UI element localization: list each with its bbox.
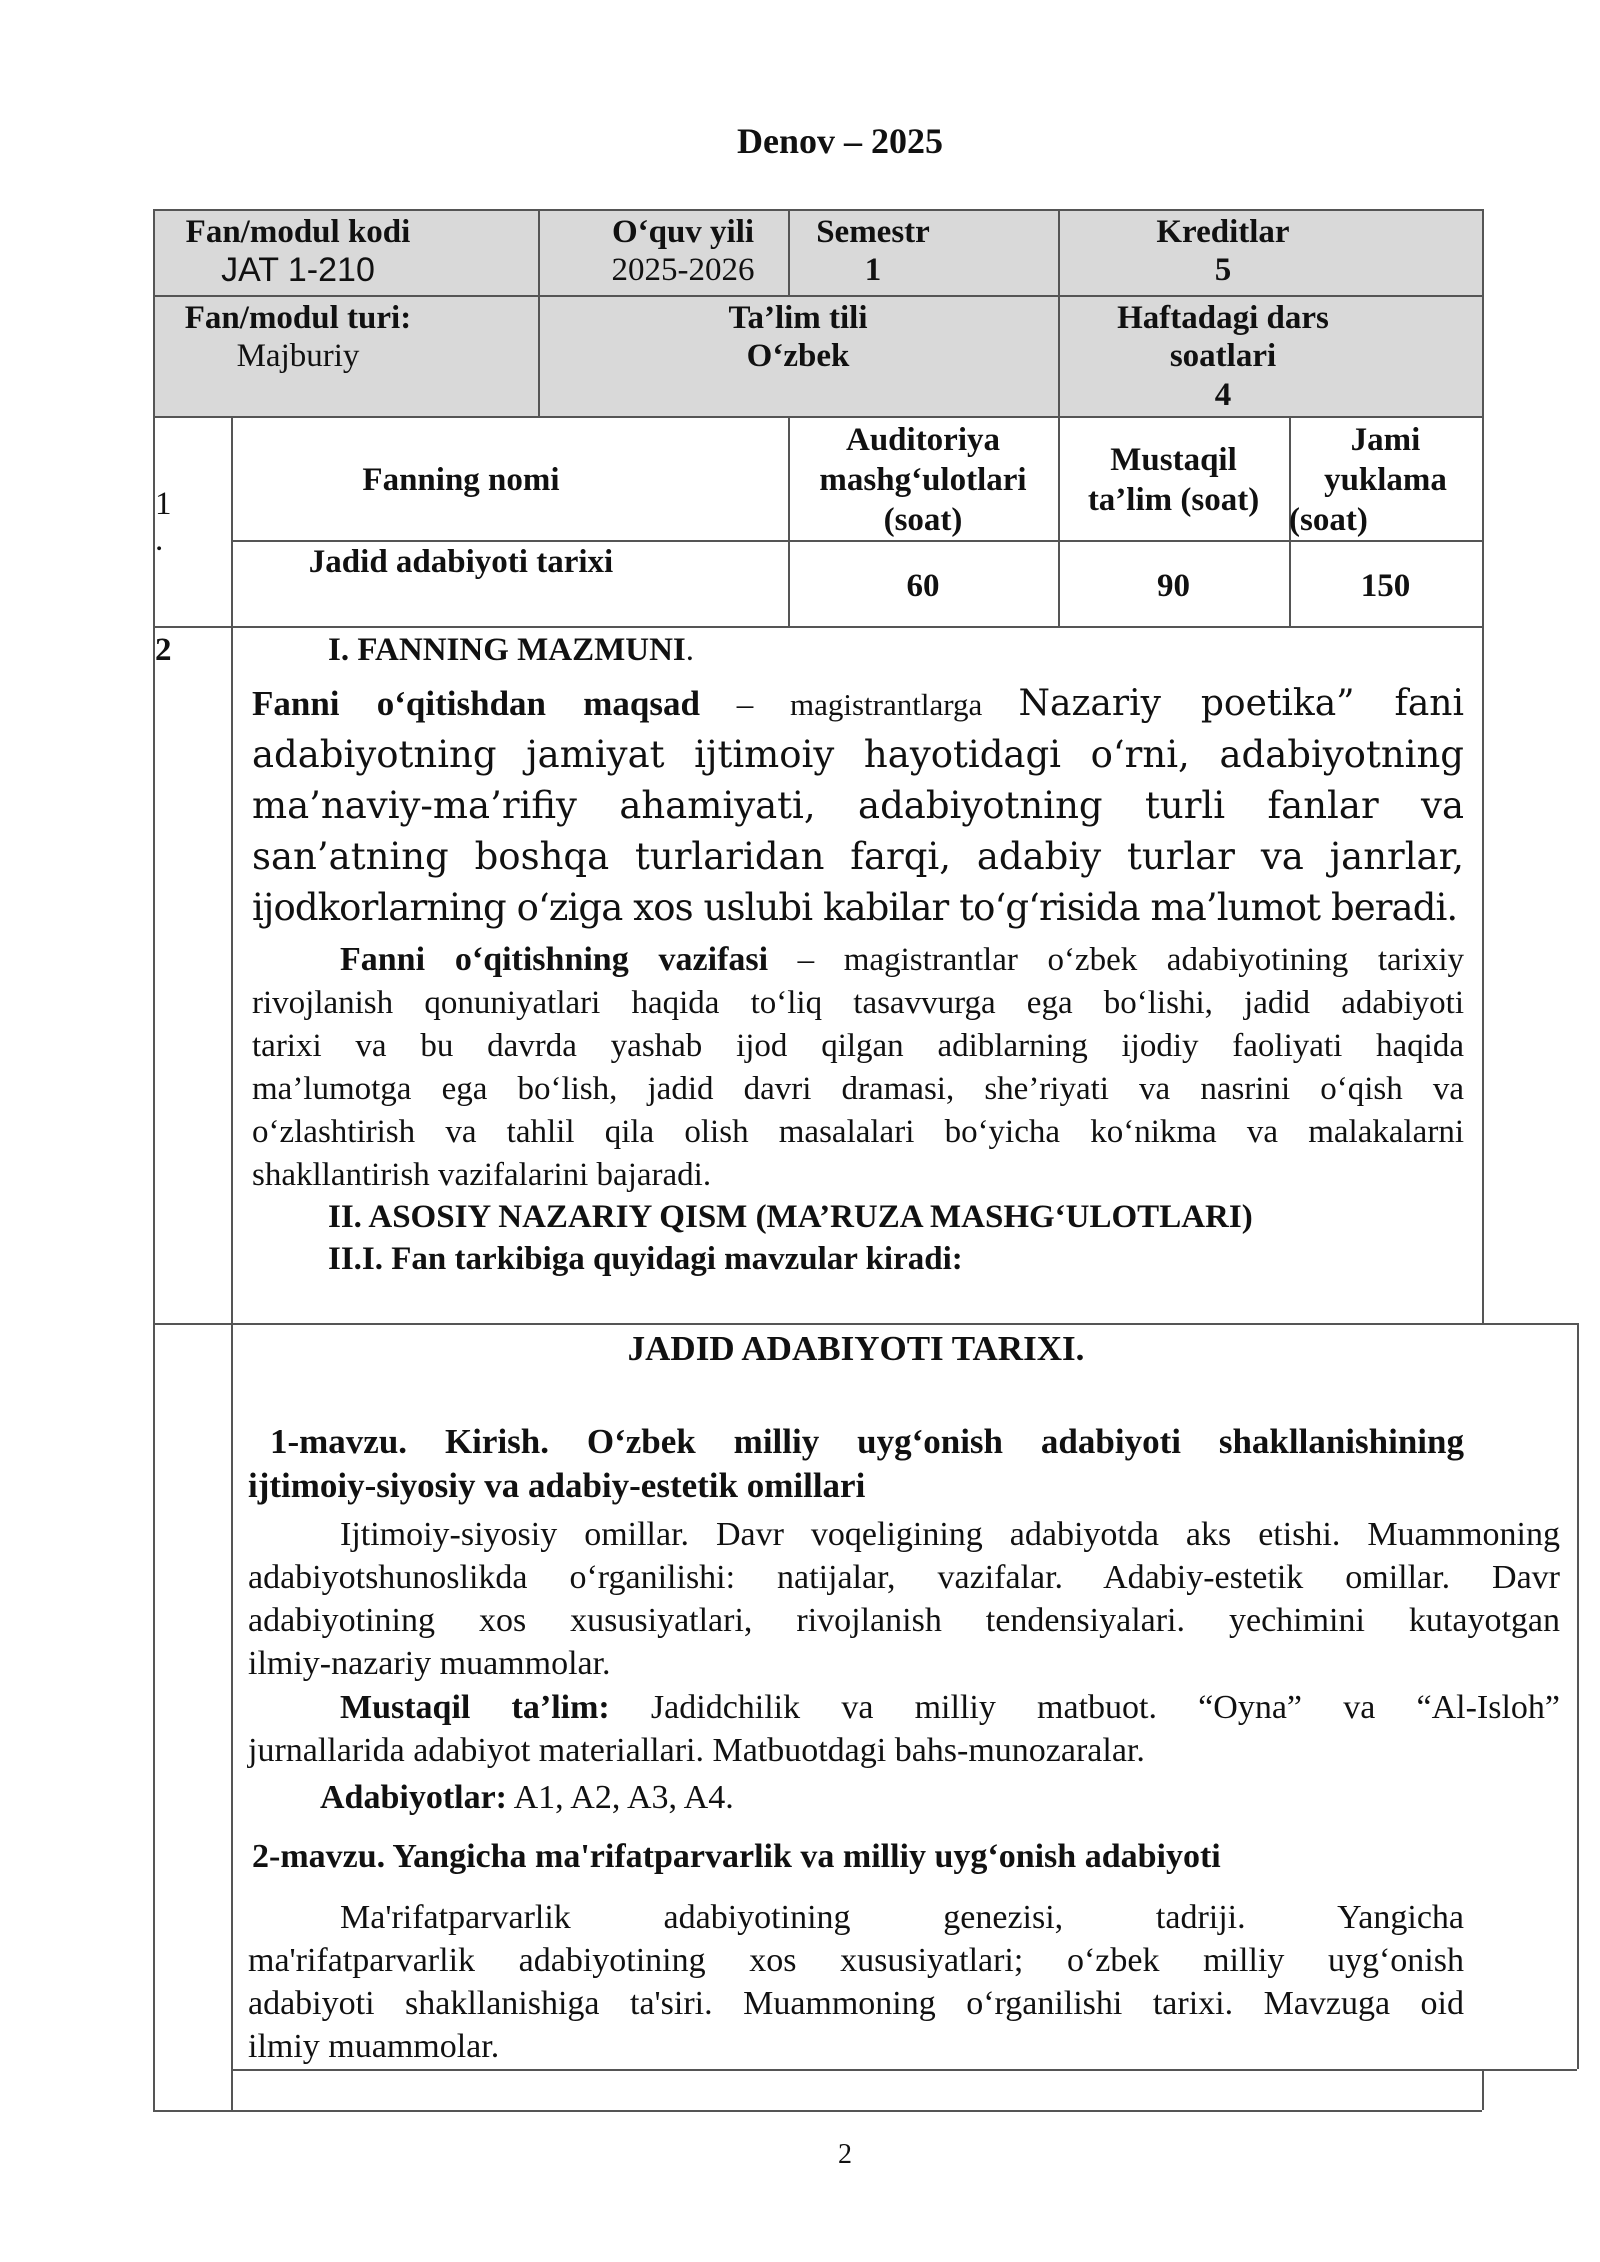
section1-title-text: I. FANNING MAZMUNI: [328, 632, 686, 668]
aud-header-1: Auditoriya: [845, 422, 1000, 458]
page-number: 2: [838, 2139, 852, 2170]
section1-title: [328, 632, 694, 669]
code-label: Fan/modul kodi: [185, 214, 411, 250]
aud-value: 60: [906, 568, 940, 604]
subject-name: Jadid adabiyoti tarixi: [308, 544, 614, 580]
task-paragraph: [252, 938, 1464, 1197]
row1-number: 1: [155, 486, 172, 522]
year-value: 2025-2026: [611, 252, 755, 289]
self-study-line1: jurnallarida adabiyot materiallari. Matbuotdagi bahs-munozaralar.: [248, 1732, 1145, 1769]
goal-paragraph: [252, 678, 1464, 933]
topic2-body-line1: ma'rifatparvarlik adabiyotining xos xususiyatlari; o‘zbek milliy uyg‘onish: [248, 1942, 1464, 1979]
self-header-2: ta’lim (soat): [1087, 482, 1260, 518]
section1-title-dot: .: [685, 632, 695, 668]
code-cell: [153, 214, 443, 290]
topic1-body-line1: adabiyotshunoslikda o‘rganilishi: natijalar, vazifalar. Adabiy-estetik omillar. Davr: [248, 1559, 1560, 1596]
goal-label: Fanni o‘qitishdan maqsad: [252, 684, 700, 723]
weekly-value: 4: [1214, 376, 1232, 413]
self-header-1: Mustaqil: [1110, 442, 1237, 478]
weekly-cell: [1058, 300, 1388, 413]
topic1-body: [248, 1513, 1560, 1685]
topic1-title-line1: 1-mavzu. Kirish. O‘zbek milliy uyg‘onish adabiyoti shakllanishining: [270, 1422, 1464, 1461]
topic1-title-line2: ijtimoiy-siyosiy va adabiy-estetik omillari: [248, 1466, 866, 1505]
topic1-literature: [320, 1776, 734, 1819]
goal-small: magistrantlarga: [789, 687, 1019, 722]
literature-value: A1, A2, A3, A4.: [507, 1779, 734, 1816]
section2-subtitle: II.I. Fan tarkibiga quyidagi mavzular kiradi:: [328, 1241, 963, 1277]
goal-line-2: ma’naviy-ma’rifiy ahamiyati, adabiyotning turli fanlar va: [252, 784, 1464, 827]
task-line-5: shakllantirish vazifalarini bajaradi.: [252, 1157, 712, 1193]
goal-line-3: san’atning boshqa turlaridan farqi, adabiy turlar va janrlar,: [252, 835, 1464, 878]
self-study-first: Jadidchilik va milliy matbuot. “Oyna” va “Al-Isloh”: [609, 1689, 1560, 1726]
self-value: 90: [1157, 568, 1190, 604]
topic2-body-line0: Ma'rifatparvarlik adabiyotining genezisi, tadriji. Yangicha: [340, 1899, 1464, 1936]
semester-cell: [788, 214, 958, 289]
lang-cell: [538, 300, 1058, 375]
goal-dash: –: [699, 687, 790, 723]
type-cell: [153, 300, 443, 375]
lang-label: Ta’lim tili: [728, 300, 868, 336]
topic1-self-study: [248, 1686, 1560, 1772]
box-title: JADID ADABIYOTI TARIXI.: [627, 1329, 1085, 1368]
task-line-4: o‘zlashtirish va tahlil qila olish masalalari bo‘yicha ko‘nikma va malakalarni: [252, 1114, 1464, 1150]
lang-value: O‘zbek: [746, 338, 850, 375]
weekly-label-2: soatlari: [1169, 338, 1277, 375]
total-header-1: Jami: [1350, 422, 1421, 458]
literature-label: Adabiyotlar:: [320, 1779, 507, 1816]
topic2-body-line2: adabiyoti shakllanishiga ta'siri. Muammoning o‘rganilishi tarixi. Mavzuga oid: [248, 1985, 1464, 2022]
semester-value: 1: [864, 252, 882, 289]
topic2-title: 2-mavzu. Yangicha ma'rifatparvarlik va milliy uyg‘onish adabiyoti: [252, 1838, 1221, 1875]
total-value: 150: [1360, 568, 1411, 604]
topic2-body-line3: ilmiy muammolar.: [248, 2028, 500, 2065]
year-cell: [538, 214, 828, 289]
total-header-3: (soat): [1289, 502, 1368, 538]
credits-value: 5: [1214, 252, 1232, 289]
task-label: Fanni o‘qitishning vazifasi: [340, 941, 769, 978]
aud-header-3: (soat): [883, 502, 963, 538]
total-header: [1289, 420, 1482, 540]
goal-line-4: ijodkorlarning o‘ziga xos uslubi kabilar to‘g‘risida ma’lumot beradi.: [252, 886, 1458, 929]
semester-label: Semestr: [816, 214, 930, 250]
task-line-0: [252, 938, 1464, 982]
topic1-body-line2: adabiyotining xos xususiyatlari, rivojlanish tendensiyalari. yechimini kutayotgan: [248, 1602, 1560, 1639]
row2-number: 2: [155, 632, 172, 668]
credits-label: Kreditlar: [1156, 214, 1290, 250]
goal-line-1: adabiyotning jamiyat ijtimoiy hayotidagi o‘rni, adabiyotning: [252, 733, 1464, 776]
code-value: JAT 1-210: [221, 251, 375, 290]
self-header: [1058, 440, 1289, 520]
topic1-body-line0: Ijtimoiy-siyosiy omillar. Davr voqeligining adabiyotda aks etishi. Muammoning: [340, 1516, 1560, 1553]
section2-title: II. ASOSIY NAZARIY QISM (MA’RUZA MASHG‘ULOTLARI): [328, 1199, 1253, 1235]
goal-line-0-text: Nazariy poetika” fani: [1018, 683, 1464, 724]
task-line-3: ma’lumotga ega bo‘lish, jadid davri dramasi, she’riyati va nasrini o‘qish va: [252, 1071, 1464, 1107]
goal-line-0: [252, 678, 1464, 729]
row1-dot: .: [155, 522, 164, 558]
total-header-2: yuklama: [1324, 462, 1447, 498]
aud-header: [788, 420, 1058, 540]
credits-cell: [1058, 214, 1388, 289]
year-label: O‘quv yili: [611, 214, 755, 250]
topic1-body-line3: ilmiy-nazariy muammolar.: [248, 1645, 611, 1682]
task-first: – magistrantlar o‘zbek adabiyotining tarixiy: [768, 942, 1465, 978]
type-label: Fan/modul turi:: [184, 300, 412, 336]
self-study-label: Mustaqil ta’lim:: [340, 1689, 610, 1726]
subject-header: Fanning nomi: [362, 462, 560, 498]
type-value: Majburiy: [236, 338, 360, 375]
self-study-line0: [248, 1686, 1560, 1729]
page-title: Denov – 2025: [737, 121, 943, 161]
weekly-label-1: Haftadagi dars: [1117, 300, 1329, 336]
task-line-1: rivojlanish qonuniyatlari haqida to‘liq tasavvurga ega bo‘lishi, jadid adabiyoti: [252, 985, 1464, 1021]
aud-header-2: mashg‘ulotlari: [819, 462, 1027, 498]
topic2-body: [248, 1896, 1464, 2068]
topic1-title: [248, 1420, 1464, 1508]
task-line-2: tarixi va bu davrda yashab ijod qilgan adiblarning ijodiy faoliyati haqida: [252, 1028, 1464, 1064]
